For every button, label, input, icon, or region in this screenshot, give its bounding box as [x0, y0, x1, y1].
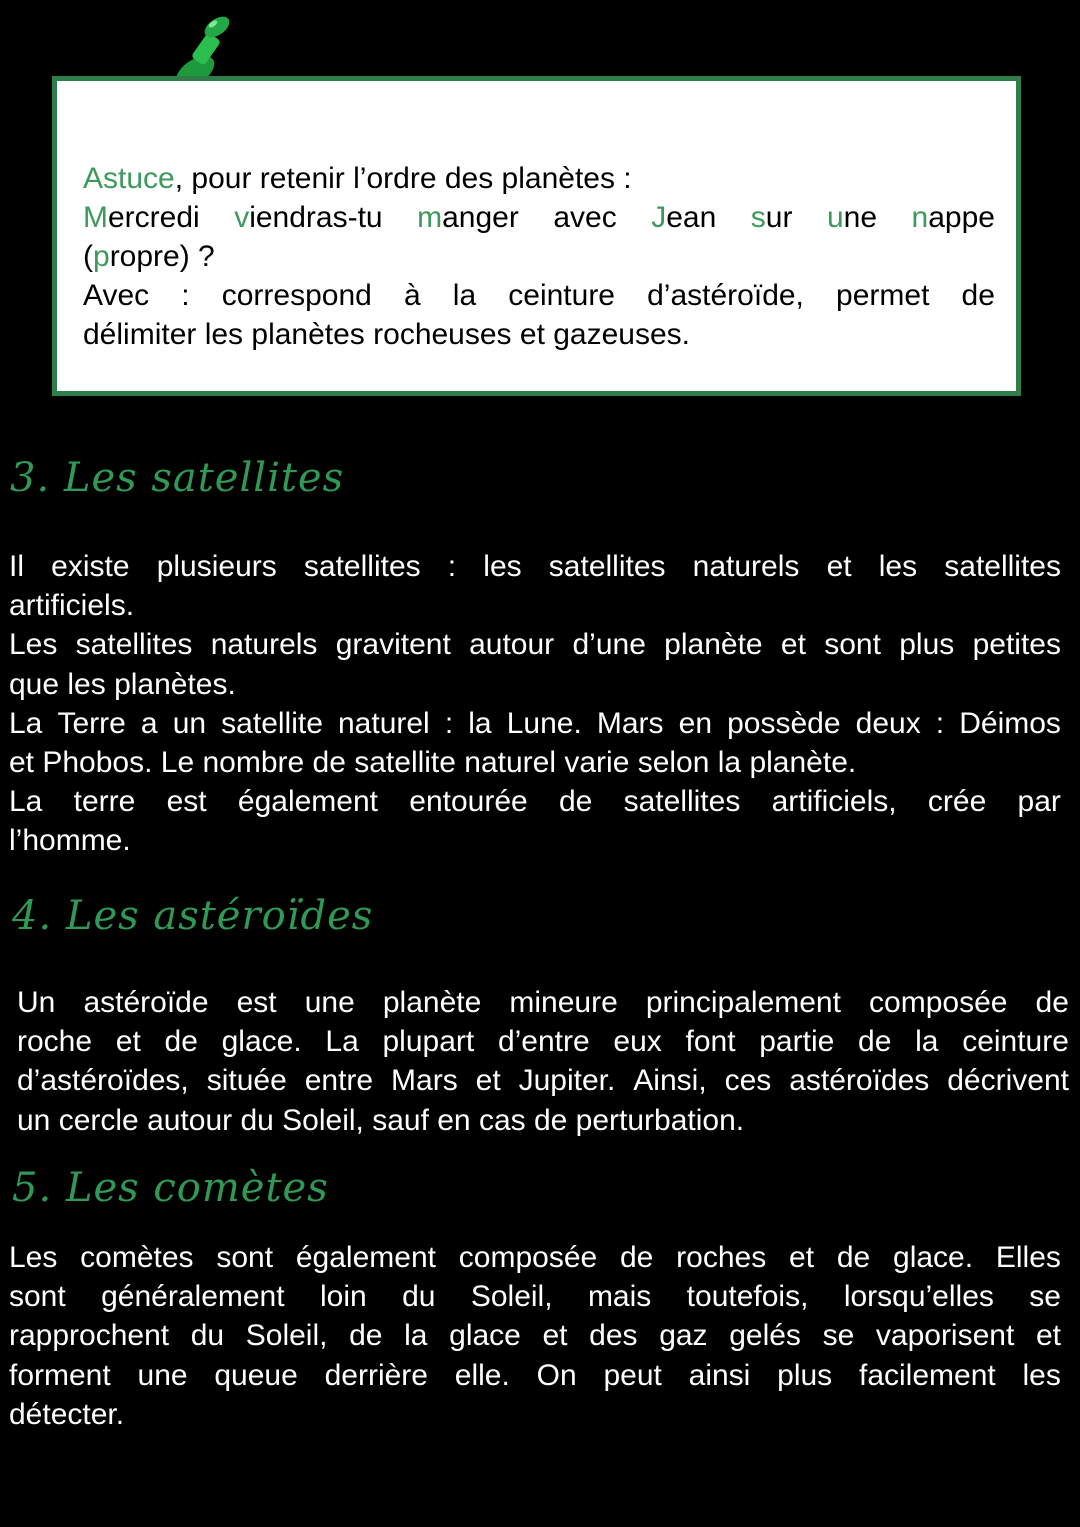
tip-word: Avec	[83, 279, 150, 312]
mnemonic-line	[83, 198, 995, 237]
word: Déimos	[959, 706, 1061, 740]
text-line: un cercle autour du Soleil, sauf en cas de perturbation.	[17, 1103, 745, 1137]
word: satellites	[548, 550, 666, 583]
word: plus	[899, 628, 955, 662]
word: et	[1035, 1319, 1061, 1353]
word: forment	[9, 1358, 111, 1392]
mnemonic-word: avec	[553, 201, 617, 234]
tip-word: d’astéroïde,	[647, 279, 804, 312]
word: facilement	[858, 1358, 996, 1392]
word: de	[836, 1241, 871, 1274]
word: des	[589, 1319, 638, 1353]
word: composée	[869, 986, 1008, 1019]
word: :	[447, 550, 457, 583]
word: les	[1022, 1358, 1061, 1392]
tip-word: ceinture	[508, 279, 615, 312]
word: satellites	[303, 550, 421, 583]
word: naturel	[337, 706, 430, 740]
word: d’astéroïdes,	[17, 1064, 189, 1098]
word: plupart	[382, 1025, 475, 1059]
word: rapprochent	[9, 1319, 170, 1353]
tip-box	[52, 76, 1021, 396]
mnemonic-word: Jean	[651, 201, 717, 234]
text-line	[17, 1022, 1069, 1061]
word: plus	[777, 1358, 833, 1392]
word: La	[9, 785, 43, 819]
text-line	[9, 625, 1061, 664]
word: Soleil,	[470, 1280, 553, 1314]
word: la	[915, 1025, 939, 1059]
word: Lune.	[506, 706, 582, 740]
word: entre	[304, 1064, 374, 1098]
word: satellites	[623, 785, 741, 819]
word: Jupiter.	[518, 1064, 616, 1098]
text-line	[9, 1277, 1061, 1316]
word: possède	[727, 706, 841, 740]
word: On	[536, 1358, 577, 1392]
text-line	[17, 983, 1069, 1022]
word: derrière	[324, 1358, 428, 1392]
word: mais	[587, 1280, 652, 1314]
word: un	[172, 706, 207, 740]
word: roche	[17, 1025, 93, 1059]
mnemonic-initial: n	[911, 201, 929, 234]
word: également	[237, 785, 378, 819]
mnemonic-initial: s	[750, 201, 766, 234]
mnemonic-initial: u	[826, 201, 844, 234]
word: et	[542, 1319, 568, 1353]
word: située	[206, 1064, 287, 1098]
word: :	[444, 706, 454, 740]
word: Les	[9, 1241, 58, 1274]
word: d’entre	[497, 1025, 590, 1059]
word: crée	[927, 785, 987, 819]
mnemonic-word: Mercredi	[83, 201, 200, 234]
word: Terre	[57, 706, 126, 740]
text-line: et Phobos. Le nombre de satellite naturel varie selon la planète.	[9, 746, 857, 780]
word: principalement	[645, 986, 841, 1019]
word: existe	[51, 550, 130, 583]
text-line	[9, 1356, 1061, 1395]
mnemonic-word: nappe	[911, 201, 995, 234]
word: se	[822, 1319, 855, 1353]
tip-word: de	[961, 279, 995, 312]
word: Elles	[995, 1241, 1061, 1274]
word: composée	[458, 1241, 598, 1274]
word: par	[1017, 785, 1061, 819]
word: Il	[9, 550, 24, 583]
word: comètes	[80, 1241, 194, 1274]
text-line	[17, 1061, 1069, 1100]
word: font	[685, 1025, 736, 1059]
text-line	[9, 1316, 1061, 1355]
text-line: l’homme.	[9, 824, 131, 858]
word: également	[295, 1241, 436, 1274]
tip-word: :	[181, 279, 190, 312]
word: en	[678, 706, 713, 740]
word: :	[935, 706, 945, 740]
word: et	[115, 1025, 141, 1059]
word: sont	[824, 628, 881, 662]
word: et	[475, 1064, 501, 1098]
word: naturels	[692, 550, 800, 583]
section-title-cometes: 5. Les comètes	[12, 1165, 329, 1211]
word: une	[137, 1358, 188, 1392]
avec-explanation-end: délimiter les planètes rocheuses et gazeuses.	[83, 318, 691, 351]
text-line: artificiels.	[9, 589, 135, 623]
tip-intro: Astuce, pour retenir l’ordre des planètes :	[83, 162, 632, 195]
tip-text	[83, 159, 995, 354]
text-line	[9, 704, 1061, 743]
mnemonic-initial: M	[83, 201, 108, 234]
word: de	[349, 1319, 383, 1353]
word: glace.	[893, 1241, 974, 1274]
word: les	[483, 550, 522, 583]
word: naturels	[210, 628, 318, 662]
word: une	[304, 986, 355, 1019]
section-title-satellites: 3. Les satellites	[10, 455, 345, 501]
word: décrivent	[947, 1064, 1069, 1098]
word: petites	[972, 628, 1061, 662]
word: gaz	[659, 1319, 708, 1353]
paragraph-cometes	[9, 1238, 1061, 1434]
word: d’une	[572, 628, 646, 662]
word: La	[9, 706, 43, 740]
text-line: que les planètes.	[9, 667, 236, 701]
word: du	[402, 1280, 436, 1314]
word: autour	[469, 628, 555, 662]
word: astéroïde	[83, 986, 209, 1019]
word: plusieurs	[156, 550, 277, 583]
word: entourée	[409, 785, 528, 819]
word: eux	[613, 1025, 662, 1059]
word: de	[858, 1025, 892, 1059]
word: ces	[724, 1064, 772, 1098]
mnemonic-word: sur	[750, 201, 793, 234]
mnemonic-initial: m	[417, 201, 443, 234]
word: la	[404, 1319, 428, 1353]
text-line	[9, 547, 1061, 586]
word: vaporisent	[875, 1319, 1015, 1353]
word: partie	[759, 1025, 835, 1059]
section-title-asteroides: 4. Les astéroïdes	[12, 893, 374, 939]
word: gravitent	[335, 628, 451, 662]
word: et	[780, 628, 806, 662]
word: glace.	[221, 1025, 302, 1059]
word: de	[1035, 986, 1069, 1019]
mnemonic-word: une	[826, 201, 878, 234]
mnemonic-word: manger	[417, 201, 519, 234]
word: glace	[449, 1319, 521, 1353]
mnemonic-initial: J	[651, 201, 667, 234]
word: et	[826, 550, 852, 583]
word: sont	[9, 1280, 66, 1314]
word: généralement	[101, 1280, 285, 1314]
word: satellites	[944, 550, 1061, 583]
text-line	[9, 782, 1061, 821]
word: mineure	[509, 986, 618, 1019]
word: ceinture	[962, 1025, 1069, 1059]
tip-word: permet	[836, 279, 930, 312]
word: satellite	[221, 706, 323, 740]
word: du	[190, 1319, 225, 1353]
word: est	[166, 785, 207, 819]
word: astéroïdes	[789, 1064, 930, 1098]
text-line	[9, 1238, 1061, 1277]
word: Mars	[596, 706, 664, 740]
tip-word: correspond	[221, 279, 372, 312]
word: gelés	[729, 1319, 801, 1353]
word: et	[789, 1241, 815, 1274]
word: Soleil,	[245, 1319, 328, 1353]
mnemonic-word: viendras-tu	[234, 201, 383, 234]
word: Mars	[391, 1064, 458, 1098]
word: les	[878, 550, 918, 583]
tip-word: la	[452, 279, 477, 312]
mnemonic-initial: v	[234, 201, 250, 234]
word: roches	[676, 1241, 767, 1274]
word: terre	[73, 785, 136, 819]
word: de	[558, 785, 593, 819]
word: Ainsi,	[633, 1064, 707, 1098]
word: Un	[17, 986, 56, 1019]
word: planète	[664, 628, 763, 662]
word: de	[164, 1025, 198, 1059]
word: satellites	[75, 628, 193, 662]
paragraph-satellites	[9, 547, 1061, 861]
word: planète	[382, 986, 482, 1019]
mnemonic-end: (propre) ?	[83, 240, 215, 273]
word: elle.	[454, 1358, 510, 1392]
word: est	[236, 986, 277, 1019]
word: queue	[214, 1358, 298, 1392]
word: a	[140, 706, 158, 740]
word: toutefois,	[686, 1280, 809, 1314]
word: artificiels,	[771, 785, 897, 819]
text-line: détecter.	[9, 1397, 125, 1431]
tip-word: à	[403, 279, 421, 312]
word: ainsi	[688, 1358, 751, 1392]
word: la	[468, 706, 492, 740]
word: loin	[319, 1280, 367, 1314]
word: se	[1029, 1280, 1061, 1314]
word: sont	[216, 1241, 274, 1274]
word: lorsqu’elles	[843, 1280, 994, 1314]
word: deux	[855, 706, 921, 740]
word: peut	[603, 1358, 662, 1392]
word: La	[325, 1025, 359, 1059]
word: de	[620, 1241, 654, 1274]
word: Les	[9, 628, 58, 662]
avec-explanation-line	[83, 276, 995, 315]
paragraph-asteroides	[17, 983, 1069, 1140]
